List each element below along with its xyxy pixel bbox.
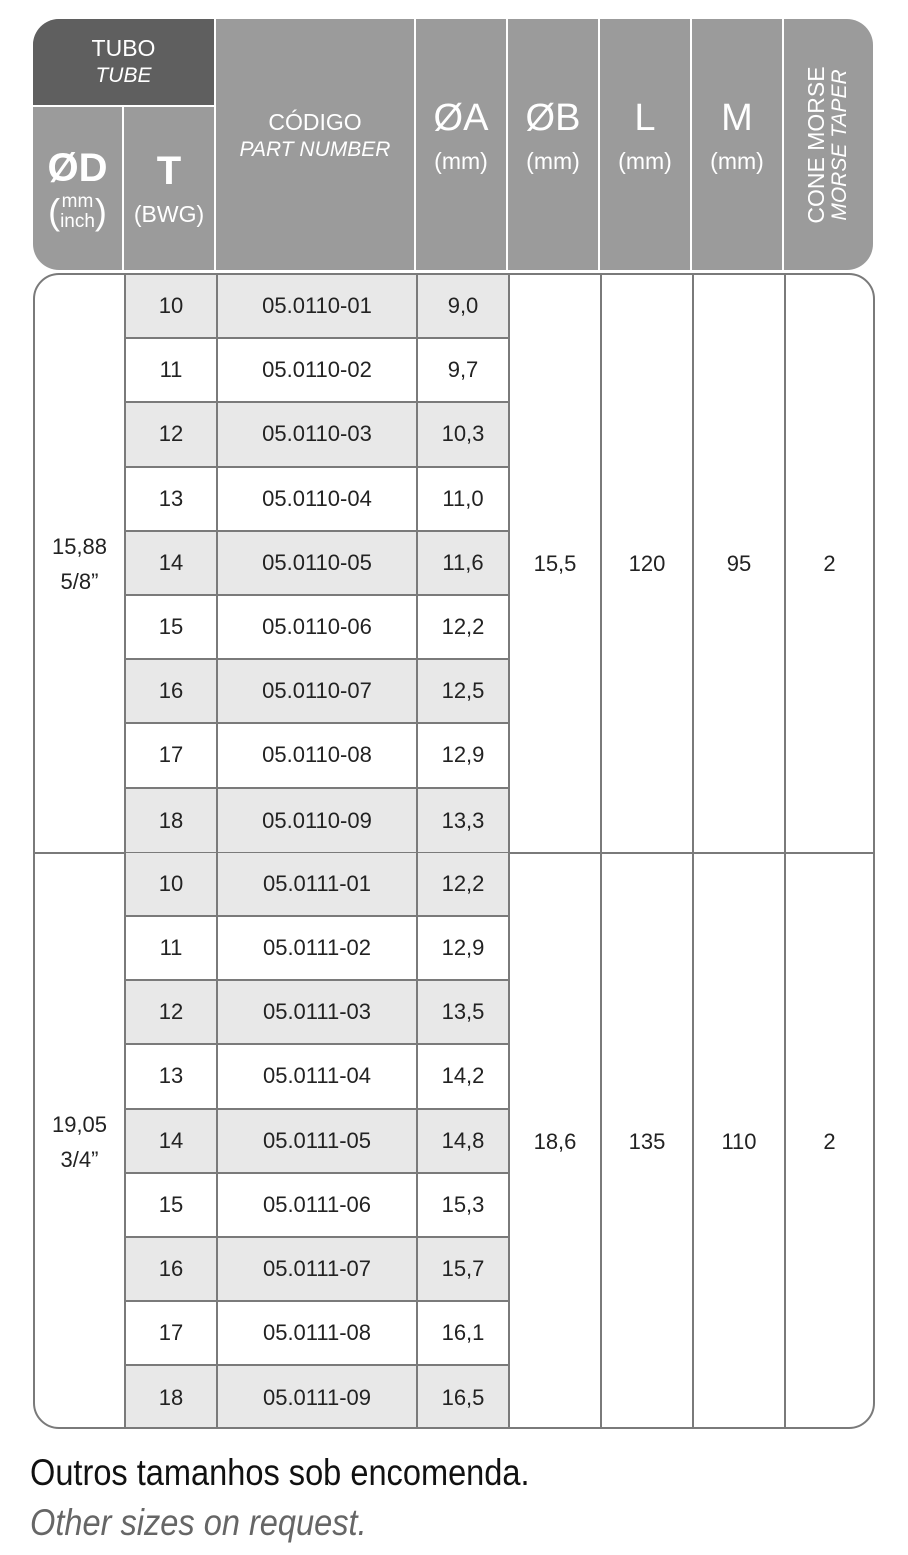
column-divider: [784, 275, 786, 1427]
cell-part-number: 05.0110-07: [218, 660, 416, 724]
cell-bwg: 18: [126, 789, 216, 853]
cell-diameter-a: 9,0: [418, 275, 508, 339]
m-symbol: M: [721, 96, 753, 139]
cell-bwg: 13: [126, 468, 216, 532]
cell-part-number: 05.0111-05: [218, 1110, 416, 1174]
cell-diameter-a: 12,9: [418, 724, 508, 788]
cell-part-number: 05.0110-02: [218, 339, 416, 403]
m-column-header: [692, 19, 782, 270]
cell-part-number: 05.0111-08: [218, 1302, 416, 1366]
a-unit: (mm): [434, 147, 488, 174]
codigo-label: CÓDIGO: [268, 108, 362, 135]
cell-bwg: 16: [126, 660, 216, 724]
cell-diameter-a: 11,6: [418, 532, 508, 596]
cell-diameter-a: 14,2: [418, 1045, 508, 1109]
od-unit-inch: inch: [60, 210, 95, 232]
cell-outer-diameter: [35, 275, 124, 853]
cell-bwg: 10: [126, 275, 216, 339]
l-symbol: L: [634, 96, 656, 139]
l-column-header: [600, 19, 690, 270]
column-divider: [124, 275, 126, 1427]
tube-label: TUBE: [95, 64, 152, 87]
cell-bwg: 17: [126, 724, 216, 788]
cone-column-header: [782, 19, 873, 270]
cell-diameter-a: 9,7: [418, 339, 508, 403]
od-mm-value: 15,88: [51, 533, 108, 559]
cell-part-number: 05.0110-09: [218, 789, 416, 853]
cell-diameter-a: 13,5: [418, 981, 508, 1045]
cell-morse-taper: 2: [823, 551, 836, 577]
cell-part-number: 05.0111-04: [218, 1045, 416, 1109]
cell-length-m: 95: [726, 551, 752, 577]
cell-diameter-a: 12,9: [418, 917, 508, 981]
cell-diameter-a: 10,3: [418, 403, 508, 467]
morse-taper-label: MORSE TAPER: [827, 68, 851, 221]
cell-part-number: 05.0111-01: [218, 853, 416, 917]
cell-diameter-b: 15,5: [533, 551, 577, 577]
cell-diameter-a: 16,5: [418, 1366, 508, 1429]
t-unit: (BWG): [133, 200, 205, 227]
od-unit: [48, 192, 107, 232]
column-divider: [416, 275, 418, 1427]
cell-part-number: 05.0111-06: [218, 1174, 416, 1238]
od-symbol: ØD: [47, 145, 108, 190]
column-divider: [692, 275, 694, 1427]
cell-diameter-a: 15,3: [418, 1174, 508, 1238]
cell-part-number: 05.0110-03: [218, 403, 416, 467]
cell-part-number: 05.0111-07: [218, 1238, 416, 1302]
cell-diameter-a: 16,1: [418, 1302, 508, 1366]
od-inch-value: 5/8”: [60, 568, 99, 594]
table-header: [33, 19, 873, 270]
t-column-header: [124, 107, 214, 270]
cell-diameter-a: 12,5: [418, 660, 508, 724]
footer-note-en: Other sizes on request.: [30, 1502, 367, 1543]
cell-bwg: 14: [126, 1110, 216, 1174]
b-unit: (mm): [526, 147, 580, 174]
cell-bwg: 17: [126, 1302, 216, 1366]
tubo-label: TUBO: [91, 35, 156, 61]
cell-bwg: 12: [126, 403, 216, 467]
cell-length-l: 135: [628, 1129, 666, 1155]
a-symbol: ØA: [433, 96, 489, 139]
cone-morse-label: CONE MORSE: [802, 65, 829, 224]
cell-bwg: 16: [126, 1238, 216, 1302]
cell-part-number: 05.0110-01: [218, 275, 416, 339]
cell-part-number: 05.0110-05: [218, 532, 416, 596]
cell-part-number: 05.0111-09: [218, 1366, 416, 1429]
cell-length-m: 110: [721, 1129, 757, 1155]
code-column-header: [216, 19, 414, 270]
cell-bwg: 14: [126, 532, 216, 596]
od-mm-value: 19,05: [51, 1111, 108, 1137]
l-unit: (mm): [618, 147, 672, 174]
cell-diameter-b: 18,6: [533, 1129, 577, 1155]
cell-bwg: 13: [126, 1045, 216, 1109]
cell-outer-diameter: [35, 853, 124, 1429]
cell-part-number: 05.0111-03: [218, 981, 416, 1045]
cell-diameter-a: 11,0: [418, 468, 508, 532]
cell-bwg: 12: [126, 981, 216, 1045]
part-number-label: PART NUMBER: [239, 137, 391, 161]
table-body: [33, 273, 875, 1429]
od-column-header: [33, 107, 122, 270]
od-unit-mm: mm: [61, 190, 94, 212]
m-unit: (mm): [710, 147, 764, 174]
cell-diameter-a: 12,2: [418, 853, 508, 917]
column-divider: [216, 275, 218, 1427]
cell-part-number: 05.0110-04: [218, 468, 416, 532]
cell-bwg: 11: [126, 339, 216, 403]
column-divider: [508, 275, 510, 1427]
od-unit-paren-close: ): [94, 190, 107, 232]
od-unit-paren-open: (: [48, 190, 61, 232]
cell-diameter-a: 14,8: [418, 1110, 508, 1174]
footer-note-pt: Outros tamanhos sob encomenda.: [30, 1452, 530, 1493]
t-symbol: T: [156, 148, 182, 193]
cell-part-number: 05.0111-02: [218, 917, 416, 981]
a-column-header: [416, 19, 506, 270]
cell-part-number: 05.0110-06: [218, 596, 416, 660]
od-inch-value: 3/4”: [60, 1146, 99, 1172]
b-symbol: ØB: [525, 96, 581, 139]
cell-bwg: 18: [126, 1366, 216, 1429]
cell-bwg: 15: [126, 596, 216, 660]
column-divider: [600, 275, 602, 1427]
tube-group-header: [33, 19, 214, 105]
cell-diameter-a: 13,3: [418, 789, 508, 853]
cell-bwg: 11: [126, 917, 216, 981]
cell-diameter-a: 15,7: [418, 1238, 508, 1302]
b-column-header: [508, 19, 598, 270]
cell-bwg: 15: [126, 1174, 216, 1238]
cell-length-l: 120: [628, 551, 666, 577]
cell-part-number: 05.0110-08: [218, 724, 416, 788]
cell-bwg: 10: [126, 853, 216, 917]
cell-diameter-a: 12,2: [418, 596, 508, 660]
cell-morse-taper: 2: [823, 1129, 836, 1155]
